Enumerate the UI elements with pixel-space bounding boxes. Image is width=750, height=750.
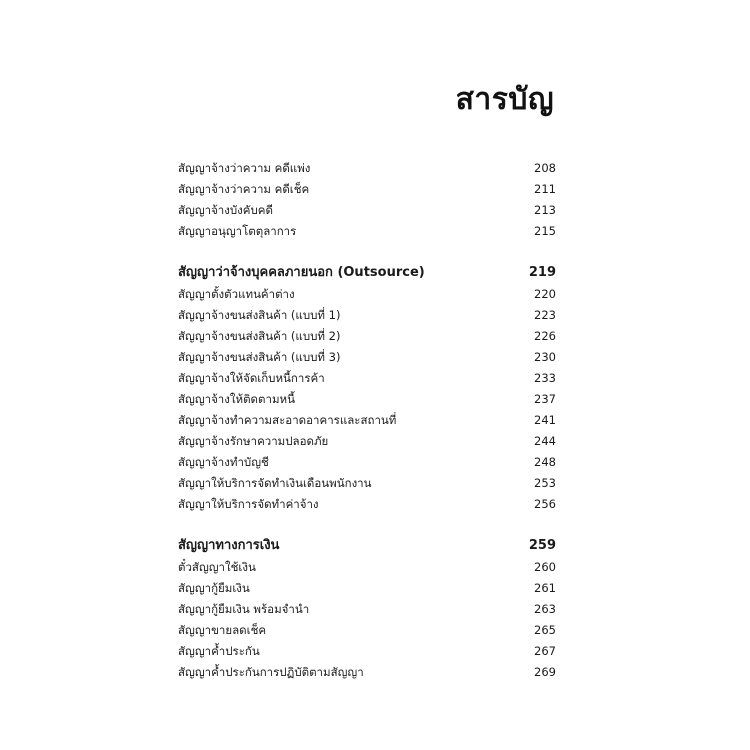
toc-entry-page: 215 xyxy=(534,224,556,238)
toc-entry[interactable] xyxy=(178,284,556,305)
toc-entry-page: 261 xyxy=(534,581,556,595)
toc-entry-label: สัญญาค้ำประกันการปฏิบัติตามสัญญา xyxy=(178,665,364,679)
toc-entry-page: 269 xyxy=(534,665,556,679)
toc-entry-page: 244 xyxy=(534,434,556,448)
toc-section-label: สัญญาว่าจ้างบุคคลภายนอก (Outsource) xyxy=(178,265,425,280)
toc-entry-page: 263 xyxy=(534,602,556,616)
toc-entry-label: สัญญาขายลดเช็ค xyxy=(178,623,267,637)
toc-entry-label: สัญญาค้ำประกัน xyxy=(178,644,260,658)
page-title: สารบัญ xyxy=(455,82,554,117)
toc-entry[interactable] xyxy=(178,662,556,683)
toc-entry-page: 267 xyxy=(534,644,556,658)
toc-entry[interactable] xyxy=(178,221,556,242)
table-of-contents xyxy=(178,158,556,683)
toc-entry-label: สัญญาจ้างรักษาความปลอดภัย xyxy=(178,434,329,448)
toc-entry[interactable] xyxy=(178,389,556,410)
toc-entry[interactable] xyxy=(178,347,556,368)
toc-entry-page: 256 xyxy=(534,497,556,511)
toc-entry[interactable] xyxy=(178,326,556,347)
toc-entry-label: สัญญาให้บริการจัดทำค่าจ้าง xyxy=(178,497,319,511)
toc-entry-label: สัญญาจ้างทำความสะอาดอาคารและสถานที่ xyxy=(178,413,397,427)
toc-entry[interactable] xyxy=(178,368,556,389)
toc-entry[interactable] xyxy=(178,431,556,452)
toc-entry-page: 211 xyxy=(534,182,556,196)
toc-entry-page: 223 xyxy=(534,308,556,322)
toc-entry-label: สัญญาจ้างบังคับคดี xyxy=(178,203,273,217)
toc-entry-label: สัญญาจ้างทำบัญชี xyxy=(178,455,269,469)
toc-entry[interactable] xyxy=(178,578,556,599)
toc-entry[interactable] xyxy=(178,494,556,515)
section-spacer xyxy=(178,242,556,262)
toc-entry[interactable] xyxy=(178,599,556,620)
toc-entry-label: สัญญาจ้างขนส่งสินค้า (แบบที่ 3) xyxy=(178,350,341,364)
toc-entry-page: 230 xyxy=(534,350,556,364)
toc-entry-label: สัญญาจ้างว่าความ คดีเช็ค xyxy=(178,182,310,196)
toc-section-heading[interactable] xyxy=(178,262,556,284)
toc-entry-page: 253 xyxy=(534,476,556,490)
toc-entry-page: 237 xyxy=(534,392,556,406)
toc-entry[interactable] xyxy=(178,200,556,221)
toc-entry-label: สัญญาให้บริการจัดทำเงินเดือนพนักงาน xyxy=(178,476,372,490)
toc-section-page: 219 xyxy=(528,265,556,280)
toc-entry-label: สัญญากู้ยืมเงิน xyxy=(178,581,250,595)
toc-entry-label: สัญญาจ้างว่าความ คดีแพ่ง xyxy=(178,161,311,175)
toc-entry-page: 220 xyxy=(534,287,556,301)
toc-entry[interactable] xyxy=(178,473,556,494)
toc-entry[interactable] xyxy=(178,410,556,431)
toc-entry[interactable] xyxy=(178,557,556,578)
toc-entry-label: ตั๋วสัญญาใช้เงิน xyxy=(178,560,256,574)
toc-entry-page: 241 xyxy=(534,413,556,427)
toc-section-heading[interactable] xyxy=(178,535,556,557)
toc-entry[interactable] xyxy=(178,620,556,641)
toc-entry-page: 233 xyxy=(534,371,556,385)
toc-entry[interactable] xyxy=(178,641,556,662)
toc-entry-label: สัญญาจ้างขนส่งสินค้า (แบบที่ 2) xyxy=(178,329,341,343)
toc-entry-label: สัญญาจ้างให้จัดเก็บหนี้การค้า xyxy=(178,371,325,385)
toc-entry-page: 260 xyxy=(534,560,556,574)
toc-section-label: สัญญาทางการเงิน xyxy=(178,538,280,553)
toc-entry-page: 208 xyxy=(534,161,556,175)
toc-entry-page: 248 xyxy=(534,455,556,469)
toc-section-page: 259 xyxy=(528,538,556,553)
toc-entry[interactable] xyxy=(178,452,556,473)
toc-entry[interactable] xyxy=(178,179,556,200)
toc-entry-label: สัญญาอนุญาโตตุลาการ xyxy=(178,224,297,238)
toc-entry-page: 265 xyxy=(534,623,556,637)
toc-entry[interactable] xyxy=(178,305,556,326)
toc-entry-page: 226 xyxy=(534,329,556,343)
toc-entry-label: สัญญาจ้างให้ติดตามหนี้ xyxy=(178,392,295,406)
toc-entry-page: 213 xyxy=(534,203,556,217)
toc-entry[interactable] xyxy=(178,158,556,179)
toc-entry-label: สัญญากู้ยืมเงิน พร้อมจำนำ xyxy=(178,602,310,616)
toc-entry-label: สัญญาจ้างขนส่งสินค้า (แบบที่ 1) xyxy=(178,308,341,322)
section-spacer xyxy=(178,515,556,535)
toc-entry-label: สัญญาตั้งตัวแทนค้าต่าง xyxy=(178,287,295,301)
